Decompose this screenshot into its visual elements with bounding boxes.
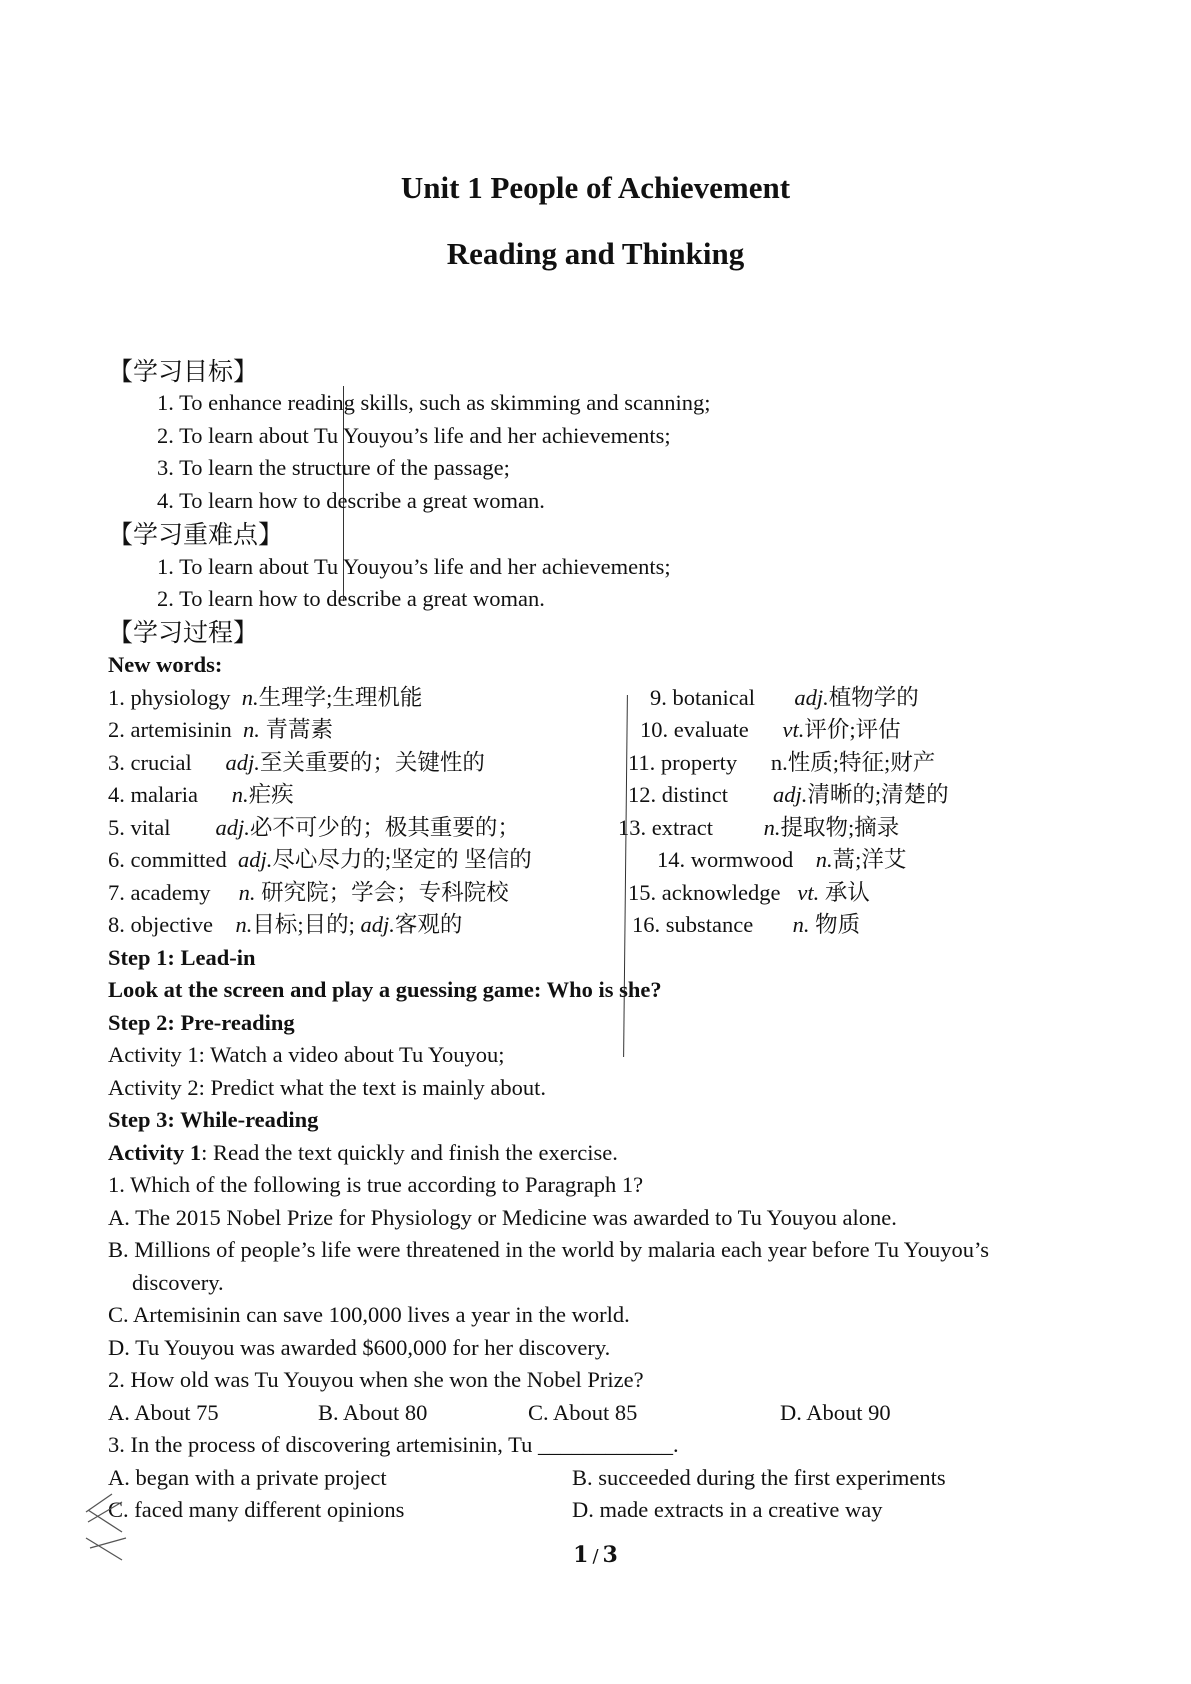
question-option: B. succeeded during the first experiments bbox=[572, 1465, 946, 1490]
page-separator: / bbox=[592, 1546, 599, 1567]
word-pos: adj. bbox=[773, 782, 808, 807]
question-stem: 1. Which of the following is true according to Paragraph 1? bbox=[108, 1172, 644, 1197]
word-item bbox=[108, 684, 422, 712]
word-item bbox=[108, 781, 294, 809]
word-pos: adj. bbox=[794, 685, 829, 710]
step3-activity bbox=[108, 1139, 618, 1167]
word-pos: adj. bbox=[237, 847, 273, 872]
word-meaning: 性质;特征;财产 bbox=[787, 750, 936, 775]
word-item bbox=[108, 716, 333, 744]
question-stem: 2. How old was Tu Youyou when she won the Nobel Prize? bbox=[108, 1367, 644, 1392]
word-item bbox=[108, 879, 509, 907]
word-term: 14. wormwood bbox=[657, 847, 794, 872]
word-meaning: 目标;目的; bbox=[252, 912, 355, 937]
word-pos: n. bbox=[238, 880, 256, 905]
word-term: 7. academy bbox=[108, 880, 211, 905]
keypoints-heading: 【学习重难点】 bbox=[108, 520, 284, 549]
word-item bbox=[108, 846, 532, 874]
word-pos: n. bbox=[763, 815, 781, 840]
word-meaning: 必不可少的；极其重要的； bbox=[249, 815, 520, 840]
word-term: 2. artemisinin bbox=[108, 717, 232, 742]
word-meaning: 青蒿素 bbox=[265, 717, 333, 742]
step3-heading: Step 3: While-reading bbox=[108, 1107, 319, 1132]
question-option: D. About 90 bbox=[780, 1400, 891, 1425]
word-pos: adj. bbox=[225, 750, 260, 775]
question-option-continued: discovery. bbox=[132, 1270, 224, 1295]
question-option: D. Tu Youyou was awarded $600,000 for her discovery. bbox=[108, 1335, 611, 1360]
word-item bbox=[628, 781, 949, 809]
document-title: Unit 1 People of Achievement bbox=[400, 170, 791, 205]
new-words-heading: New words: bbox=[108, 652, 223, 677]
word-meaning: 植物学的 bbox=[828, 685, 919, 710]
word-pos: n. bbox=[231, 782, 249, 807]
word-meaning: 研究院；学会；专科院校 bbox=[261, 880, 509, 905]
word-term: 12. distinct bbox=[628, 782, 728, 807]
question-option: A. The 2015 Nobel Prize for Physiology or Medicine was awarded to Tu Youyou alone. bbox=[108, 1205, 897, 1230]
word-pos: n. bbox=[770, 750, 788, 775]
word-item bbox=[108, 911, 462, 939]
word-meaning: 至关重要的；关键性的 bbox=[259, 750, 485, 775]
objective-item: 2. To learn about Tu Youyou’s life and her achievements; bbox=[157, 423, 671, 448]
word-item bbox=[108, 749, 485, 777]
word-pos: n. bbox=[792, 912, 810, 937]
word-pos: vt. bbox=[782, 717, 805, 742]
word-meaning: 疟疾 bbox=[248, 782, 294, 807]
step2-activity-1: Activity 1: Watch a video about Tu Youyou; bbox=[108, 1042, 505, 1067]
word-item bbox=[657, 846, 906, 874]
word-term: 3. crucial bbox=[108, 750, 192, 775]
word-term: 16. substance bbox=[632, 912, 754, 937]
word-term: 9. botanical bbox=[650, 685, 755, 710]
word-item bbox=[650, 684, 919, 712]
keypoint-item: 2. To learn how to describe a great woman. bbox=[157, 586, 545, 611]
step3-activity-text: : Read the text quickly and finish the exercise. bbox=[201, 1140, 618, 1165]
question-option: B. Millions of people’s life were threatened in the world by malaria each year before Tu Youyou’s bbox=[108, 1237, 990, 1262]
page-total: 3 bbox=[602, 1542, 618, 1568]
word-pos: adj. bbox=[215, 815, 250, 840]
word-pos: n. bbox=[241, 685, 259, 710]
process-heading: 【学习过程】 bbox=[108, 618, 259, 647]
page-number bbox=[0, 1542, 1191, 1568]
word-meaning: 生理学;生理机能 bbox=[258, 685, 423, 710]
objective-item: 3. To learn the structure of the passage; bbox=[157, 455, 510, 480]
word-item bbox=[618, 814, 899, 842]
word-pos: n. bbox=[235, 912, 253, 937]
word-term: 5. vital bbox=[108, 815, 171, 840]
word-term: 11. property bbox=[628, 750, 738, 775]
question-option: D. made extracts in a creative way bbox=[572, 1497, 883, 1522]
word-meaning: 蒿;洋艾 bbox=[832, 847, 907, 872]
question-option: C. faced many different opinions bbox=[108, 1497, 405, 1522]
word-term: 15. acknowledge bbox=[628, 880, 781, 905]
word-meaning: 尽心尽力的;坚定的 坚信的 bbox=[272, 847, 532, 872]
word-term: 4. malaria bbox=[108, 782, 198, 807]
word-meaning: 清晰的;清楚的 bbox=[807, 782, 949, 807]
word-item bbox=[628, 749, 935, 777]
word-term: 8. objective bbox=[108, 912, 213, 937]
word-meaning: 提取物;摘录 bbox=[780, 815, 900, 840]
word-pos: adj. bbox=[360, 912, 395, 937]
objective-item: 1. To enhance reading skills, such as skimming and scanning; bbox=[157, 390, 711, 415]
keypoint-item: 1. To learn about Tu Youyou’s life and her achievements; bbox=[157, 554, 671, 579]
document-subtitle: Reading and Thinking bbox=[446, 236, 745, 271]
word-meaning: 客观的 bbox=[394, 912, 463, 937]
word-term: 13. extract bbox=[618, 815, 713, 840]
word-item bbox=[632, 911, 860, 939]
word-meaning: 物质 bbox=[815, 912, 861, 937]
step1-heading: Step 1: Lead-in bbox=[108, 945, 256, 970]
word-item bbox=[640, 716, 901, 744]
word-item bbox=[108, 814, 520, 842]
question-option: C. About 85 bbox=[528, 1400, 638, 1425]
question-option: C. Artemisinin can save 100,000 lives a year in the world. bbox=[108, 1302, 630, 1327]
question-option: A. About 75 bbox=[108, 1400, 219, 1425]
question-option: A. began with a private project bbox=[108, 1465, 387, 1490]
word-term: 10. evaluate bbox=[640, 717, 749, 742]
word-term: 6. committed bbox=[108, 847, 227, 872]
step2-activity-2: Activity 2: Predict what the text is mainly about. bbox=[108, 1075, 547, 1100]
step3-activity-label: Activity 1 bbox=[108, 1140, 202, 1165]
word-item bbox=[628, 879, 870, 907]
question-stem: 3. In the process of discovering artemisinin, Tu ____________. bbox=[108, 1432, 679, 1457]
objective-item: 4. To learn how to describe a great woman. bbox=[157, 488, 545, 513]
word-term: 1. physiology bbox=[108, 685, 231, 710]
word-pos: n. bbox=[242, 717, 260, 742]
word-pos: vt. bbox=[797, 880, 820, 905]
page-current: 1 bbox=[573, 1542, 589, 1568]
objectives-heading: 【学习目标】 bbox=[108, 357, 259, 386]
word-meaning: 承认 bbox=[824, 880, 870, 905]
step2-heading: Step 2: Pre-reading bbox=[108, 1010, 295, 1035]
word-pos: n. bbox=[815, 847, 833, 872]
question-option: B. About 80 bbox=[318, 1400, 428, 1425]
step1-text: Look at the screen and play a guessing game: Who is she? bbox=[108, 977, 662, 1002]
word-meaning: 评价;评估 bbox=[804, 717, 901, 742]
